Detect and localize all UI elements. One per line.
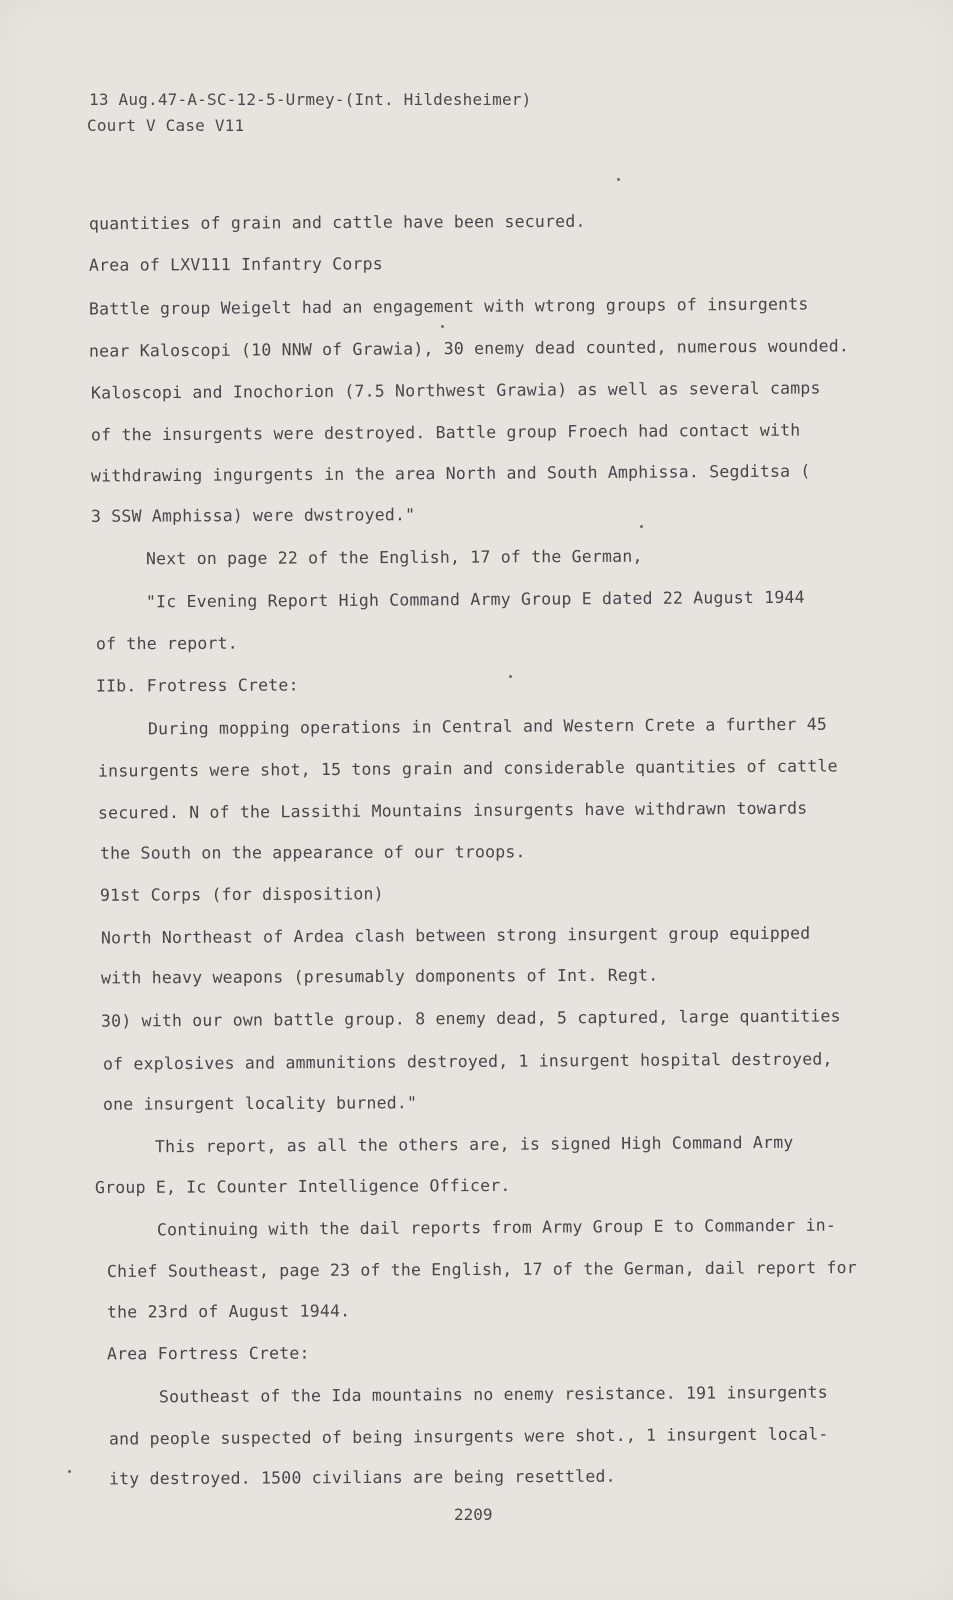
body-line: the 23rd of August 1944. [106, 1301, 351, 1322]
body-line: one insurgent locality burned." [102, 1093, 418, 1114]
body-line: Area of LXV111 Infantry Corps [88, 254, 383, 275]
body-line: Next on page 22 of the English, 17 of the German, [145, 546, 643, 569]
body-line: Chief Southeast, page 23 of the English, 17 of the German, dail report for [106, 1258, 857, 1281]
paper-speck [509, 675, 512, 678]
body-line: Battle group Weigelt had an engagement with wtrong groups of insurgents [88, 294, 809, 319]
body-line: near Kaloscopi (10 NNW of Grawia), 30 enemy dead counted, numerous wounded. [88, 336, 850, 361]
body-line: ity destroyed. 1500 civilians are being resettled. [108, 1466, 616, 1489]
paper-speck [441, 325, 444, 328]
header-line-2: Court V Case V11 [87, 116, 245, 135]
body-line: the South on the appearance of our troops. [99, 842, 526, 863]
paper-speck [640, 525, 643, 528]
body-line: IIb. Frotress Crete: [95, 675, 299, 696]
body-line: Continuing with the dail reports from Army Group E to Commander in- [156, 1215, 837, 1240]
body-line: of the report. [95, 633, 238, 654]
body-line: 91st Corps (for disposition) [99, 884, 384, 905]
body-line: During mopping operations in Central and Western Crete a further 45 [147, 714, 828, 739]
body-line: Southeast of the Ida mountains no enemy resistance. 191 insurgents [158, 1382, 828, 1407]
body-line: "Ic Evening Report High Command Army Group E dated 22 August 1944 [145, 587, 805, 612]
paper-speck [68, 1470, 71, 1473]
body-line: Area Fortress Crete: [106, 1343, 310, 1364]
body-line: secured. N of the Lassithi Mountains insurgents have withdrawn towards [97, 798, 808, 823]
body-line: of explosives and ammunitions destroyed, 1 insurgent hospital destroyed, [102, 1049, 833, 1074]
body-line: 3 SSW Amphissa) were dwstroyed." [90, 505, 416, 526]
page-number: 2209 [454, 1505, 493, 1524]
body-line: North Northeast of Ardea clash between strong insurgent group equipped [100, 923, 811, 948]
header-line-1: 13 Aug.47-A-SC-12-5-Urmey-(Int. Hildesheimer) [89, 90, 532, 109]
body-line: 30) with our own battle group. 8 enemy dead, 5 captured, large quantities [100, 1006, 841, 1031]
body-line: withdrawing ingurgents in the area North and South Amphissa. Segditsa ( [90, 461, 811, 486]
body-line: and people suspected of being insurgents were shot., 1 insurgent local- [108, 1424, 829, 1449]
body-line: quantities of grain and cattle have been secured. [88, 211, 586, 234]
body-line: Group E, Ic Counter Intelligence Officer. [94, 1175, 511, 1198]
body-line: This report, as all the others are, is signed High Command Army [154, 1132, 794, 1157]
paper-speck [617, 178, 620, 181]
body-line: insurgents were shot, 15 tons grain and considerable quantities of cattle [97, 756, 838, 781]
body-line: Kaloscopi and Inochorion (7.5 Northwest Grawia) as well as several camps [90, 378, 821, 403]
body-line: of the insurgents were destroyed. Battle group Froech had contact with [90, 420, 801, 445]
body-line: with heavy weapons (presumably domponents of Int. Regt. [100, 965, 659, 988]
